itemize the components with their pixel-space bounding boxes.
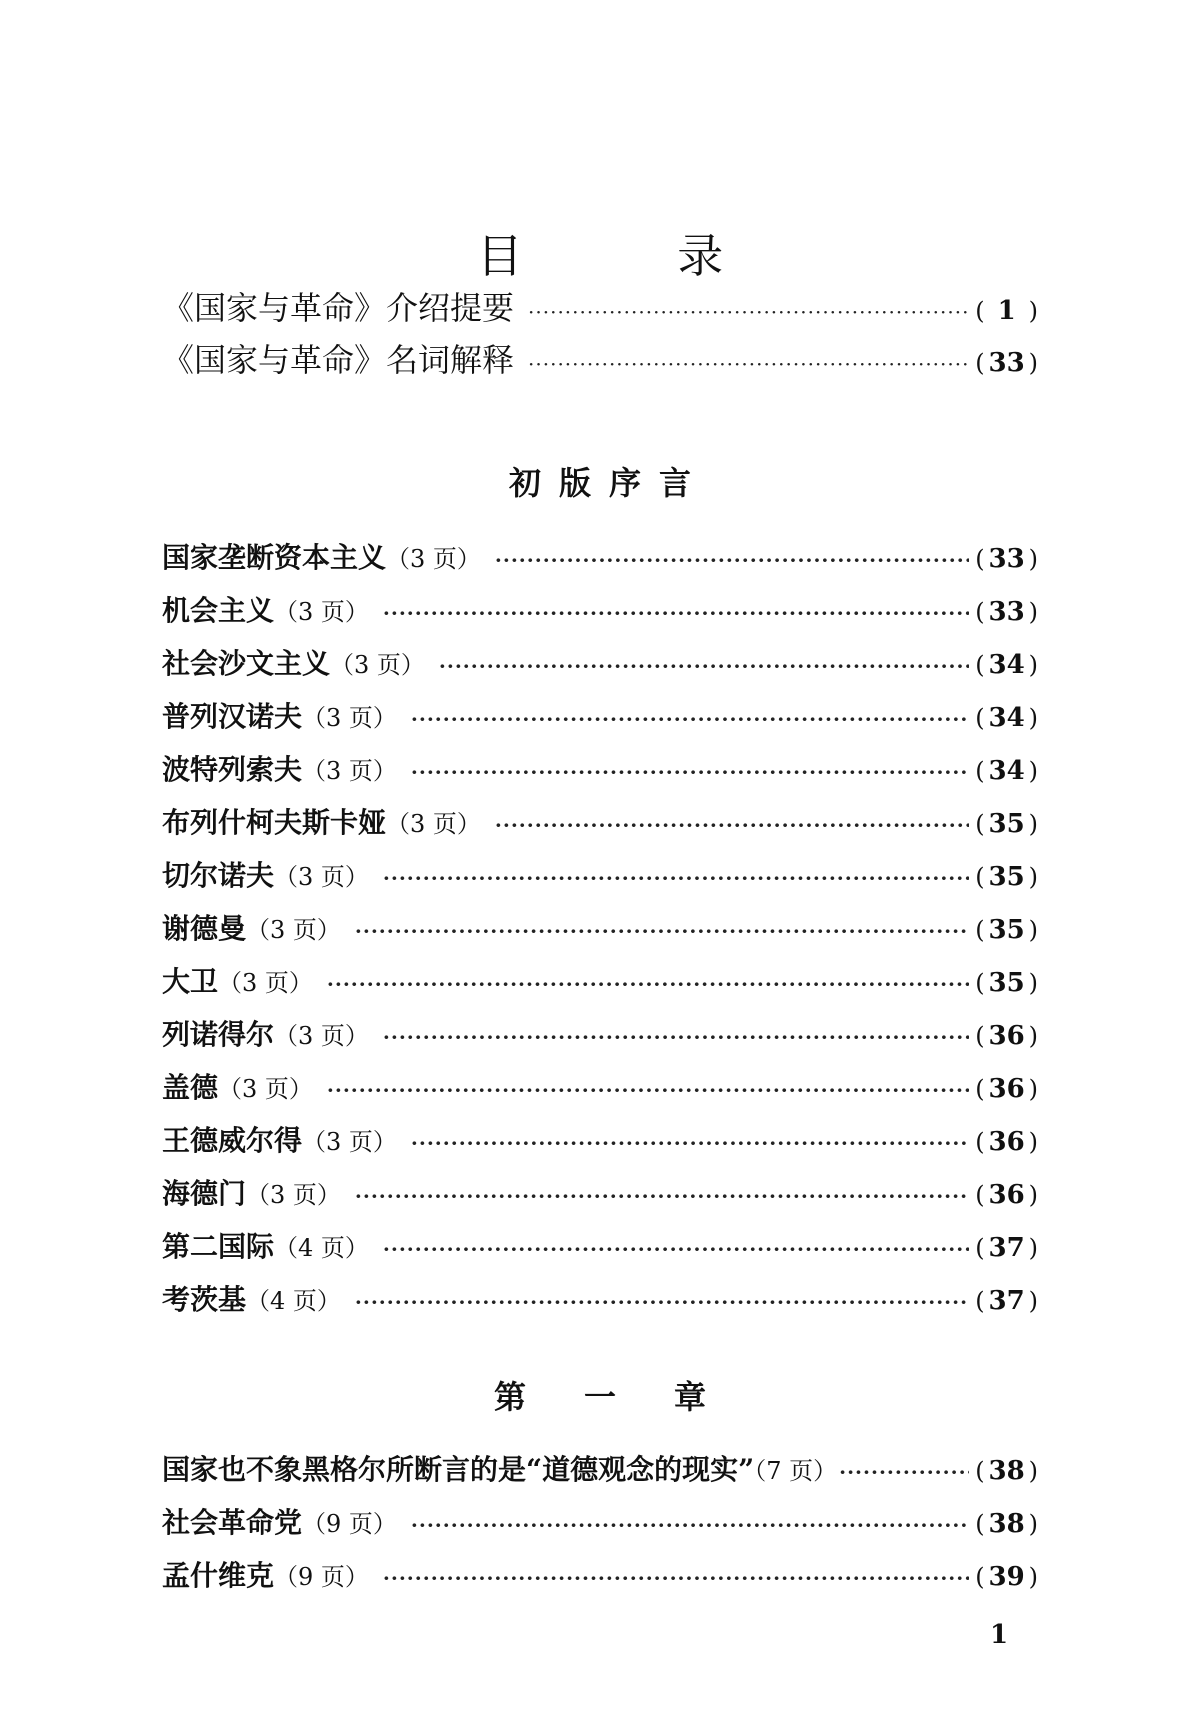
- page-number: 1: [990, 1620, 1009, 1650]
- toc-entry-title: 普列汉诺夫（3 页）: [162, 700, 397, 733]
- leader-dots: [327, 1078, 969, 1102]
- page-title: 目 录: [476, 229, 794, 283]
- toc-entry: [162, 1554, 1038, 1604]
- toc-entry: [162, 960, 1038, 1010]
- leader-dots: [839, 1460, 969, 1484]
- leader-dots: [383, 866, 969, 890]
- toc-entry-title: 考茨基（4 页）: [162, 1283, 341, 1316]
- toc-entry-title: 社会革命党（9 页）: [162, 1506, 397, 1539]
- leader-dots: [383, 601, 969, 625]
- toc-entry-page: ( 35 ): [975, 862, 1038, 892]
- toc-entry: [162, 1119, 1038, 1169]
- toc-entry-page: ( 33 ): [975, 544, 1038, 574]
- leader-dots: [355, 1184, 969, 1208]
- leader-dots: [411, 707, 969, 731]
- toc-entry-title: 孟什维克（9 页）: [162, 1559, 369, 1592]
- leader-dots: [495, 548, 969, 572]
- toc-entry: [162, 589, 1038, 639]
- toc-entry-title: 国家也不象黑格尔所断言的是“道德观念的现实”（7 页）: [162, 1453, 838, 1486]
- toc-entry-title: 《国家与革命》名词解释: [162, 341, 515, 379]
- toc-entry-page: ( 33 ): [975, 597, 1038, 627]
- toc-entry: [162, 335, 1038, 385]
- leader-dots: [528, 300, 969, 324]
- toc-entry-page: ( 37 ): [975, 1233, 1038, 1263]
- leader-dots: [439, 654, 969, 678]
- toc-entry-title: 布列什柯夫斯卡娅（3 页）: [162, 806, 481, 839]
- section-heading: 第一章: [493, 1378, 764, 1416]
- toc-entry: [162, 283, 1038, 333]
- toc-entry-page: ( 36 ): [975, 1021, 1038, 1051]
- toc-entry: [162, 1448, 1038, 1498]
- leader-dots: [411, 1513, 969, 1537]
- toc-entry-page: ( 33 ): [975, 348, 1038, 378]
- leader-dots: [383, 1237, 969, 1261]
- toc-entry-page: ( 37 ): [975, 1286, 1038, 1316]
- leader-dots: [495, 813, 969, 837]
- toc-entry-page: ( 36 ): [975, 1180, 1038, 1210]
- toc-entry: [162, 854, 1038, 904]
- leader-dots: [327, 972, 969, 996]
- toc-entry: [162, 1501, 1038, 1551]
- toc-entry: [162, 907, 1038, 957]
- toc-entry-title: 机会主义（3 页）: [162, 594, 369, 627]
- toc-entry-page: ( 34 ): [975, 703, 1038, 733]
- toc-entry-title: 盖德（3 页）: [162, 1071, 313, 1104]
- toc-entry-page: ( 34 ): [975, 650, 1038, 680]
- toc-entry-page: ( 35 ): [975, 809, 1038, 839]
- toc-entry-title: 波特列索夫（3 页）: [162, 753, 397, 786]
- toc-entry-page: ( 36 ): [975, 1074, 1038, 1104]
- toc-entry-title: 社会沙文主义（3 页）: [162, 647, 425, 680]
- toc-entry: [162, 801, 1038, 851]
- toc-entry: [162, 695, 1038, 745]
- toc-entry-page: ( 39 ): [975, 1562, 1038, 1592]
- toc-entry: [162, 1013, 1038, 1063]
- toc-entry-page: ( 36 ): [975, 1127, 1038, 1157]
- toc-entry: [162, 1172, 1038, 1222]
- toc-entry-page: ( 35 ): [975, 915, 1038, 945]
- leader-dots: [383, 1025, 969, 1049]
- toc-entry: [162, 536, 1038, 586]
- toc-entry-title: 《国家与革命》介绍提要: [162, 289, 515, 327]
- toc-entry-page: ( 34 ): [975, 756, 1038, 786]
- toc-entry-title: 王德威尔得（3 页）: [162, 1124, 397, 1157]
- toc-entry-title: 海德门（3 页）: [162, 1177, 341, 1210]
- toc-entry-title: 国家垄断资本主义（3 页）: [162, 541, 481, 574]
- toc-entry-page: ( 1 ): [975, 296, 1038, 326]
- leader-dots: [528, 352, 969, 376]
- toc-entry: [162, 642, 1038, 692]
- leader-dots: [411, 1131, 969, 1155]
- toc-entry: [162, 1278, 1038, 1328]
- toc-entry: [162, 1066, 1038, 1116]
- toc-entry-title: 第二国际（4 页）: [162, 1230, 369, 1263]
- toc-entry-title: 切尔诺夫（3 页）: [162, 859, 369, 892]
- leader-dots: [383, 1566, 969, 1590]
- toc-entry-page: ( 38 ): [975, 1509, 1038, 1539]
- toc-entry-page: ( 38 ): [975, 1456, 1038, 1486]
- toc-entry-title: 大卫（3 页）: [162, 965, 313, 998]
- leader-dots: [355, 1290, 969, 1314]
- toc-entry: [162, 748, 1038, 798]
- toc-entry-page: ( 35 ): [975, 968, 1038, 998]
- leader-dots: [355, 919, 969, 943]
- toc-entry-title: 谢德曼（3 页）: [162, 912, 341, 945]
- leader-dots: [411, 760, 969, 784]
- toc-entry: [162, 1225, 1038, 1275]
- section-heading: 初版序言: [508, 464, 709, 502]
- toc-entry-title: 列诺得尔（3 页）: [162, 1018, 369, 1051]
